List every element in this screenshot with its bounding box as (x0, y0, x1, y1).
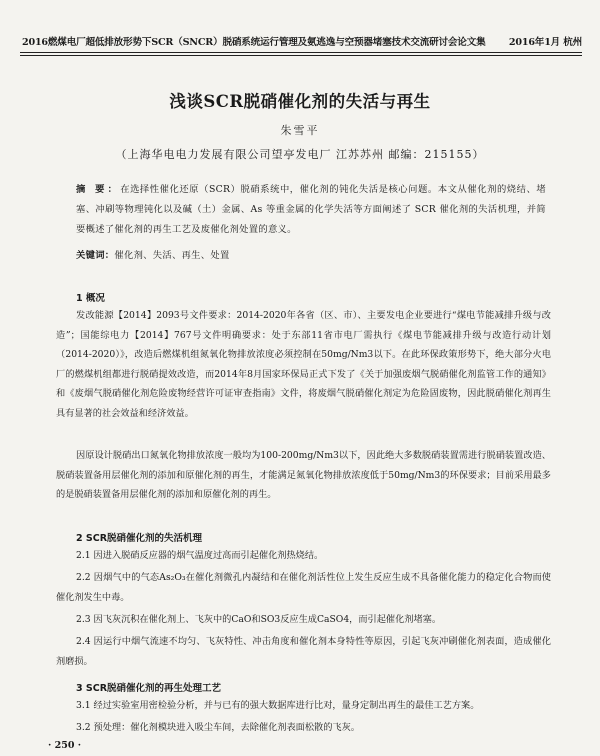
section-heading-1: 1 概况 (76, 293, 105, 304)
page-number: · 250 · (48, 740, 82, 751)
keywords-label: 关键词： (76, 250, 115, 261)
author: 朱雪平 (280, 124, 320, 137)
abstract-label: 摘 要： (76, 184, 121, 195)
section-2-item-3: 2.3 因飞灰沉积在催化剂上、飞灰中的CaO和SO3反应生成CaSO4，而引起催化剂堵塞。 (76, 614, 442, 625)
header-rule-thin (20, 55, 582, 56)
section-heading-3: 3 SCR脱硝催化剂的再生处理工艺 (76, 683, 222, 694)
section-2-item-2: 2.2 因烟气中的气态As₂O₃在催化剂微孔内凝结和在催化剂活性位上发生反应生成不具备催化能力的稳定化合物而使催化剂发生中毒。 (56, 572, 551, 603)
section-1-paragraph-1: 发改能源【2014】2093号文件要求：2014-2020年各省（区、市）、主要发电企业要进行“煤电节能减排升级与改造”；国能综电力【2014】767号文件明确要求：处于东部11省市电厂需执行《煤电节能减排升级与改造行动计划（2014-2020）》，改造后燃煤机组氮氧化物排放浓度必须控制在50mg/Nm3以下。在此环保政策形势下，绝大部分火电厂的燃煤机组都进行脱硝提效改造，而2014年8月国家环保局正式下发了《关于加强废烟气脱硝催化剂监管工作的通知》和《废烟气脱硝催化剂危险废物经营许可证审查指南》文件，将废烟气脱硝催化剂定为危险固废物，因此脱硝催化剂再生具有显著的社会效益和经济效益。 (56, 310, 551, 419)
abstract (76, 180, 546, 240)
running-head-title: 2016燃煤电厂超低排放形势下SCR（SNCR）脱硝系统运行管理及氨逃逸与空预器堵塞技术交流研讨会论文集 (22, 37, 486, 48)
section-heading-2: 2 SCR脱硝催化剂的失活机理 (76, 533, 203, 544)
paper-title: 浅谈SCR脱硝催化剂的失活与再生 (169, 92, 431, 111)
affiliation: （上海华电电力发展有限公司望亭发电厂 江苏苏州 邮编：215155） (115, 148, 485, 161)
keywords (76, 247, 546, 261)
section-2-item-1: 2.1 因进入脱硝反应器的烟气温度过高而引起催化剂热烧结。 (76, 550, 324, 561)
header-rule (20, 52, 582, 53)
abstract-text: 在选择性催化还原（SCR）脱硝系统中，催化剂的钝化失活是核心问题。本文从催化剂的烧结、堵塞、冲刷等物理钝化以及碱（土）金属、As 等重金属的化学失活等方面阐述了 SCR 催化剂的失活机理，并简要概述了催化剂的再生工艺及废催化剂处置的意义。 (76, 184, 546, 235)
section-1-paragraph-2: 因原设计脱硝出口氮氧化物排放浓度一般均为100-200mg/Nm3以下，因此绝大多数脱硝装置需进行脱硝装置改造、脱硝装置备用层催化剂的添加和原催化剂的再生，才能满足氮氧化物排放浓度低于50mg/Nm3的环保要求；目前采用最多的是脱硝装置备用层催化剂的添加和原催化剂的再生。 (56, 450, 551, 501)
running-head-date: 2016年1月 杭州 (508, 37, 582, 48)
keywords-text: 催化剂、失活、再生、处置 (114, 250, 230, 261)
section-3-item-2: 3.2 预处理：催化剂模块进入吸尘车间，去除催化剂表面松散的飞灰。 (76, 722, 360, 733)
section-2-item-4: 2.4 因运行中烟气流速不均匀、飞灰特性、冲击角度和催化剂本身特性等原因，引起飞灰冲刷催化剂表面，造成催化剂磨损。 (56, 636, 551, 667)
section-3-item-1: 3.1 经过实验室用密检验分析，并与已有的强大数据库进行比对，量身定制出再生的最佳工艺方案。 (76, 700, 480, 711)
running-head (22, 34, 582, 48)
